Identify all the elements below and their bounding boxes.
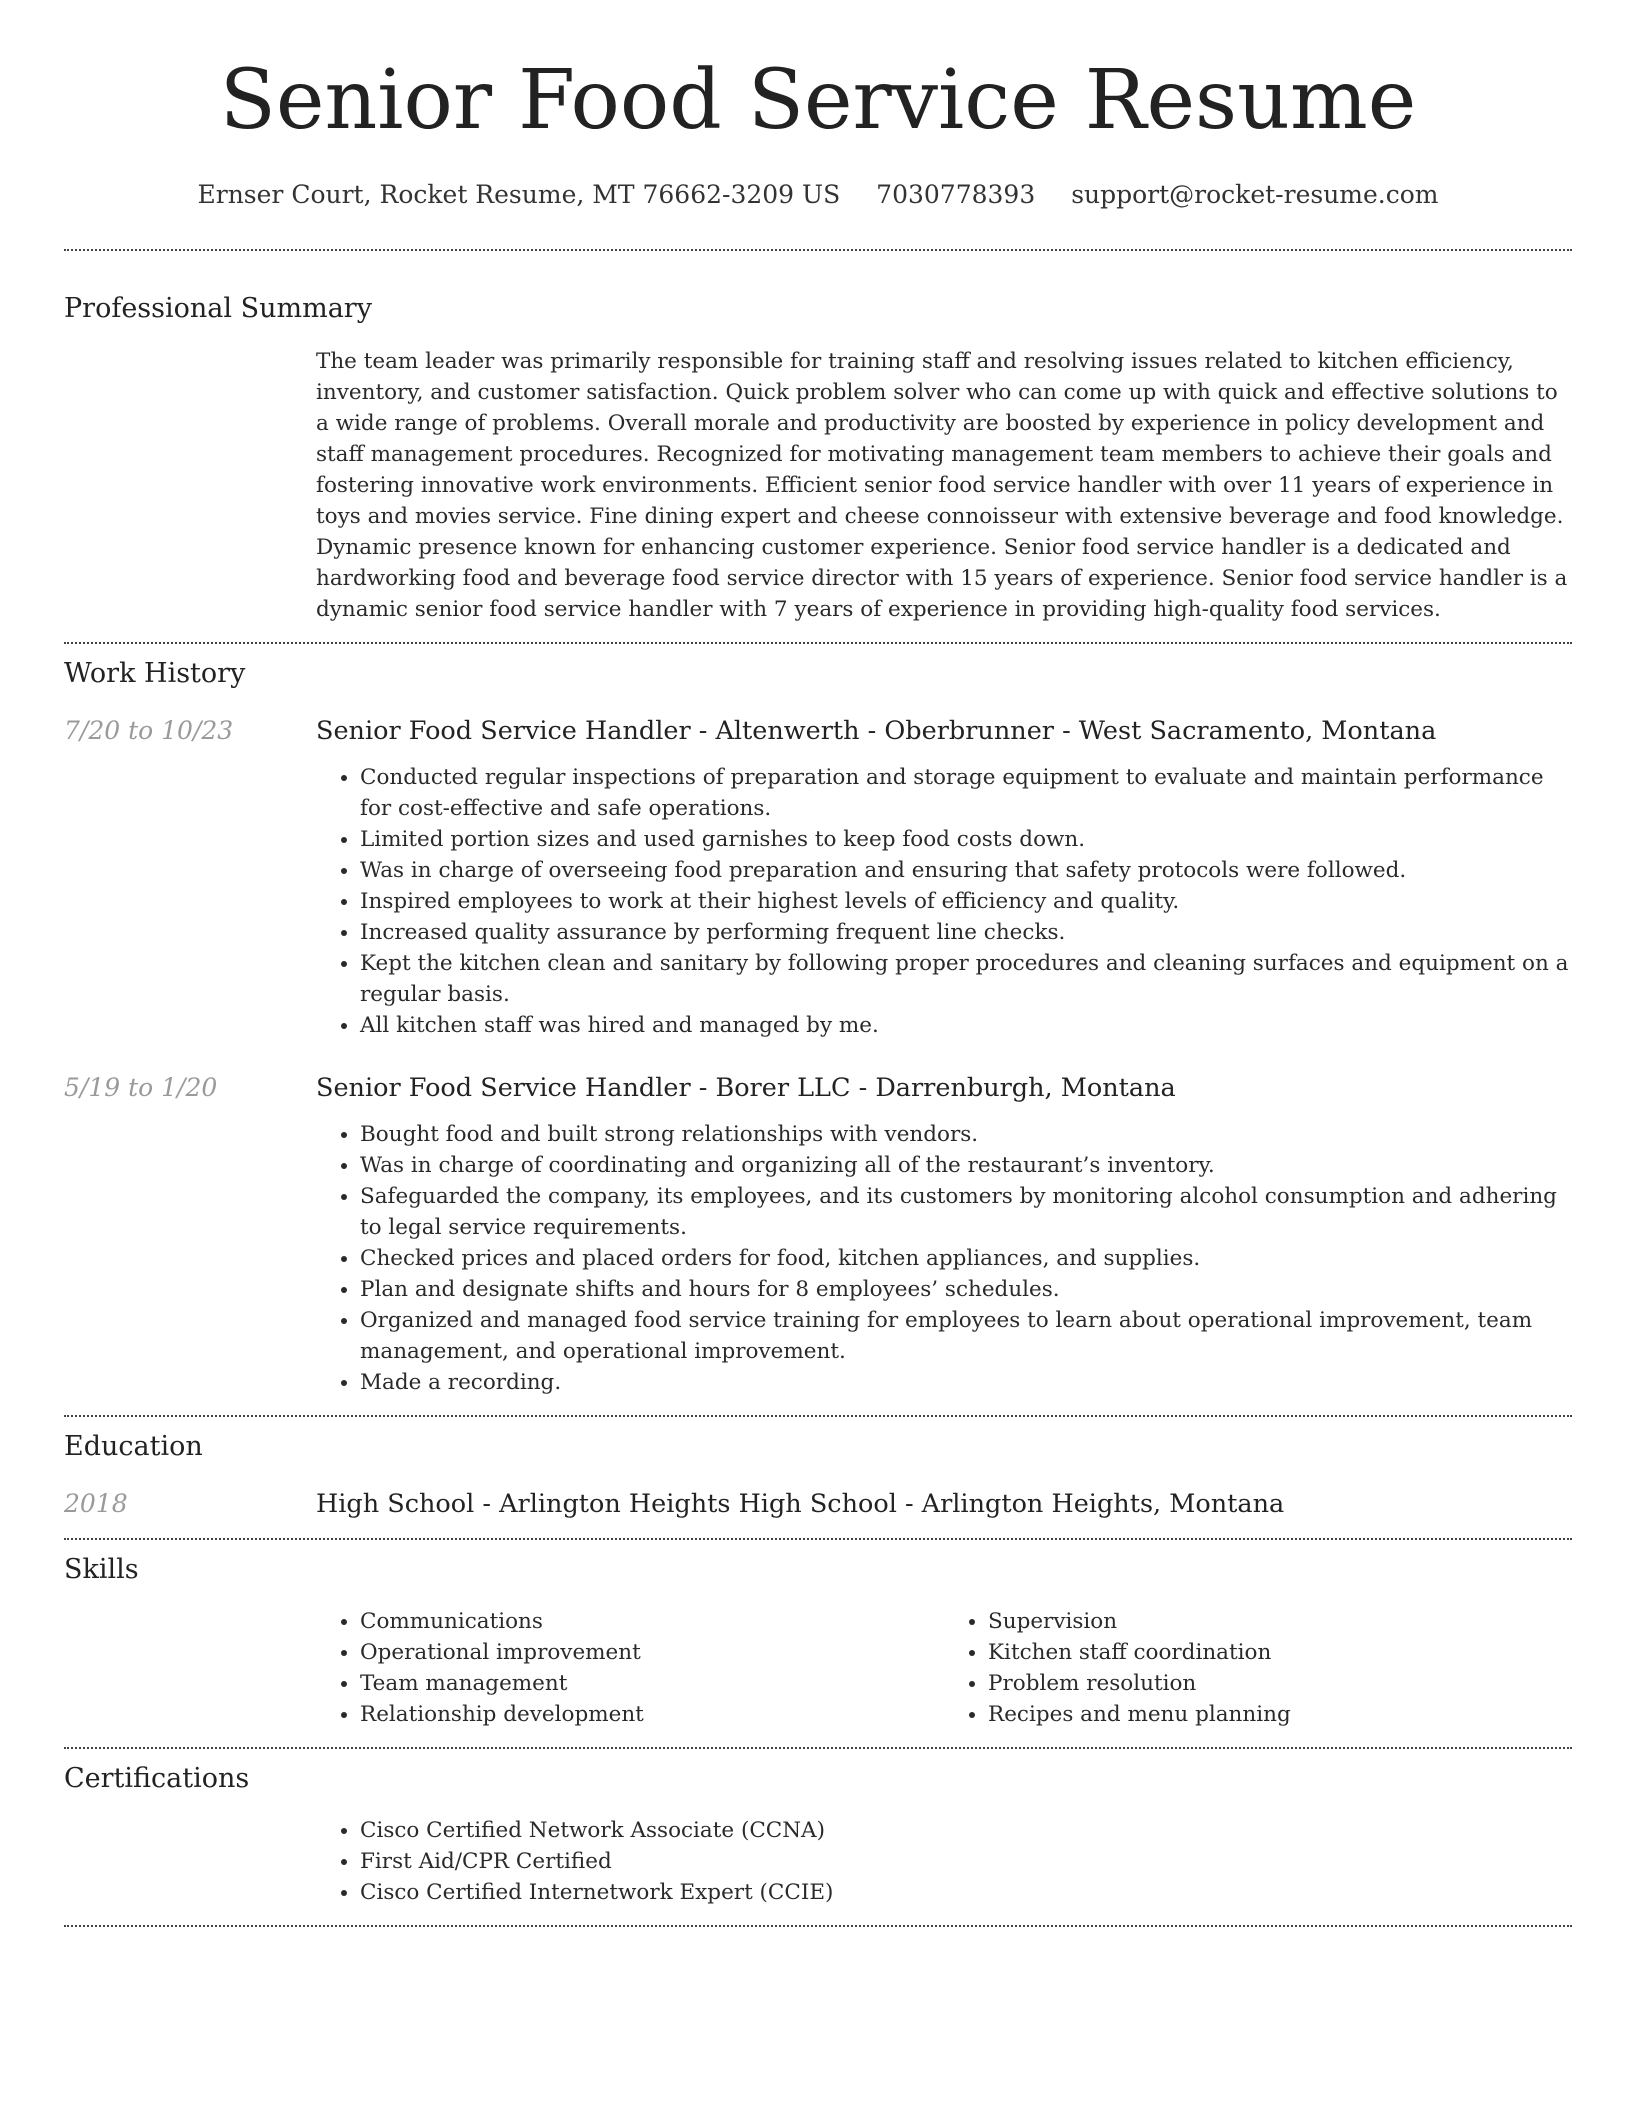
list-item: • Limited portion sizes and used garnishes to keep food costs down.	[360, 824, 1572, 855]
education-entry	[64, 1487, 1572, 1521]
job-entry	[64, 1071, 1572, 1398]
certifications-list	[316, 1815, 1572, 1908]
resume-title: Senior Food Service Resume	[219, 53, 1417, 148]
list-item: • Was in charge of overseeing food preparation and ensuring that safety protocols were followed.	[360, 855, 1572, 886]
list-item: • Organized and managed food service training for employees to learn about operational improvement, team management, and operational improvement.	[360, 1305, 1572, 1367]
list-item: • Cisco Certified Network Associate (CCNA)	[360, 1815, 1572, 1846]
list-item: • Recipes and menu planning	[988, 1699, 1572, 1730]
list-item: • Kept the kitchen clean and sanitary by following proper procedures and cleaning surfaces and equipment on a regular basis.	[360, 948, 1572, 1010]
divider	[64, 642, 1572, 644]
list-item: • Supervision	[988, 1606, 1572, 1637]
divider	[64, 1925, 1572, 1927]
list-item: • Increased quality assurance by performing frequent line checks.	[360, 917, 1572, 948]
list-item: • Team management	[360, 1668, 944, 1699]
skills-column-left	[316, 1606, 944, 1730]
job-title: Senior Food Service Handler - Altenwerth - Oberbrunner - West Sacramento, Montana	[316, 716, 1437, 746]
list-item: • Plan and designate shifts and hours for 8 employees’ schedules.	[360, 1274, 1572, 1305]
job-duties	[316, 1119, 1572, 1398]
list-item: • Checked prices and placed orders for food, kitchen appliances, and supplies.	[360, 1243, 1572, 1274]
email: support@rocket-resume.com	[1071, 180, 1439, 209]
divider	[64, 1538, 1572, 1540]
list-item: • Conducted regular inspections of preparation and storage equipment to evaluate and maintain performance for cost-effective and safe operations.	[360, 762, 1572, 824]
list-item: • Cisco Certified Internetwork Expert (CCIE)	[360, 1877, 1572, 1908]
list-item: • Made a recording.	[360, 1367, 1572, 1398]
list-item: • Kitchen staff coordination	[988, 1637, 1572, 1668]
section-heading-certifications: Certifications	[64, 1763, 250, 1794]
list-item: • First Aid/CPR Certified	[360, 1846, 1572, 1877]
list-item: • All kitchen staff was hired and managed by me.	[360, 1010, 1572, 1041]
divider	[64, 1747, 1572, 1749]
phone: 7030778393	[876, 180, 1036, 209]
list-item: • Bought food and built strong relationships with vendors.	[360, 1119, 1572, 1150]
job-dates: 7/20 to 10/23	[64, 716, 234, 745]
job-duties	[316, 762, 1572, 1041]
list-item: • Safeguarded the company, its employees, and its customers by monitoring alcohol consumption and adhering to legal service requirements.	[360, 1181, 1572, 1243]
address: Ernser Court, Rocket Resume, MT 76662-3209 US	[197, 180, 841, 209]
job-header	[64, 1071, 1572, 1105]
section-heading-skills: Skills	[64, 1554, 139, 1585]
divider	[64, 1415, 1572, 1417]
resume-page	[64, 0, 1572, 1927]
skills-list	[316, 1606, 1572, 1730]
list-item: • Inspired employees to work at their highest levels of efficiency and quality.	[360, 886, 1572, 917]
list-item: • Problem resolution	[988, 1668, 1572, 1699]
list-item: • Operational improvement	[360, 1637, 944, 1668]
summary-text: The team leader was primarily responsible for training staff and resolving issues related to kitchen efficiency, inventory, and customer satisfaction. Quick problem solver who can come up with quick and effective solutions to a wide range of problems. Overall morale and productivity are boosted by experience in policy development and staff management procedures. Recognized for motivating management team members to achieve their goals and fostering innovative work environments. Efficient senior food service handler with over 11 years of experience in toys and movies service. Fine dining expert and cheese connoisseur with extensive beverage and food knowledge. Dynamic presence known for enhancing customer experience. Senior food service handler is a dedicated and hardworking food and beverage food service director with 15 years of experience. Senior food service handler is a dynamic senior food service handler with 7 years of experience in providing high-quality food services.	[316, 349, 1568, 622]
education-title: High School - Arlington Heights High School - Arlington Heights, Montana	[316, 1489, 1285, 1519]
job-header	[64, 714, 1572, 748]
divider	[64, 249, 1572, 251]
section-heading-work: Work History	[64, 658, 246, 689]
section-heading-education: Education	[64, 1431, 203, 1462]
skills-column-right	[944, 1606, 1572, 1730]
list-item: • Was in charge of coordinating and organizing all of the restaurant’s inventory.	[360, 1150, 1572, 1181]
job-title: Senior Food Service Handler - Borer LLC - Darrenburgh, Montana	[316, 1073, 1176, 1103]
contact-line	[64, 178, 1572, 212]
job-entry	[64, 714, 1572, 1041]
education-year: 2018	[64, 1489, 128, 1518]
job-dates: 5/19 to 1/20	[64, 1073, 218, 1102]
list-item: • Relationship development	[360, 1699, 944, 1730]
list-item: • Communications	[360, 1606, 944, 1637]
section-heading-summary: Professional Summary	[64, 293, 372, 324]
